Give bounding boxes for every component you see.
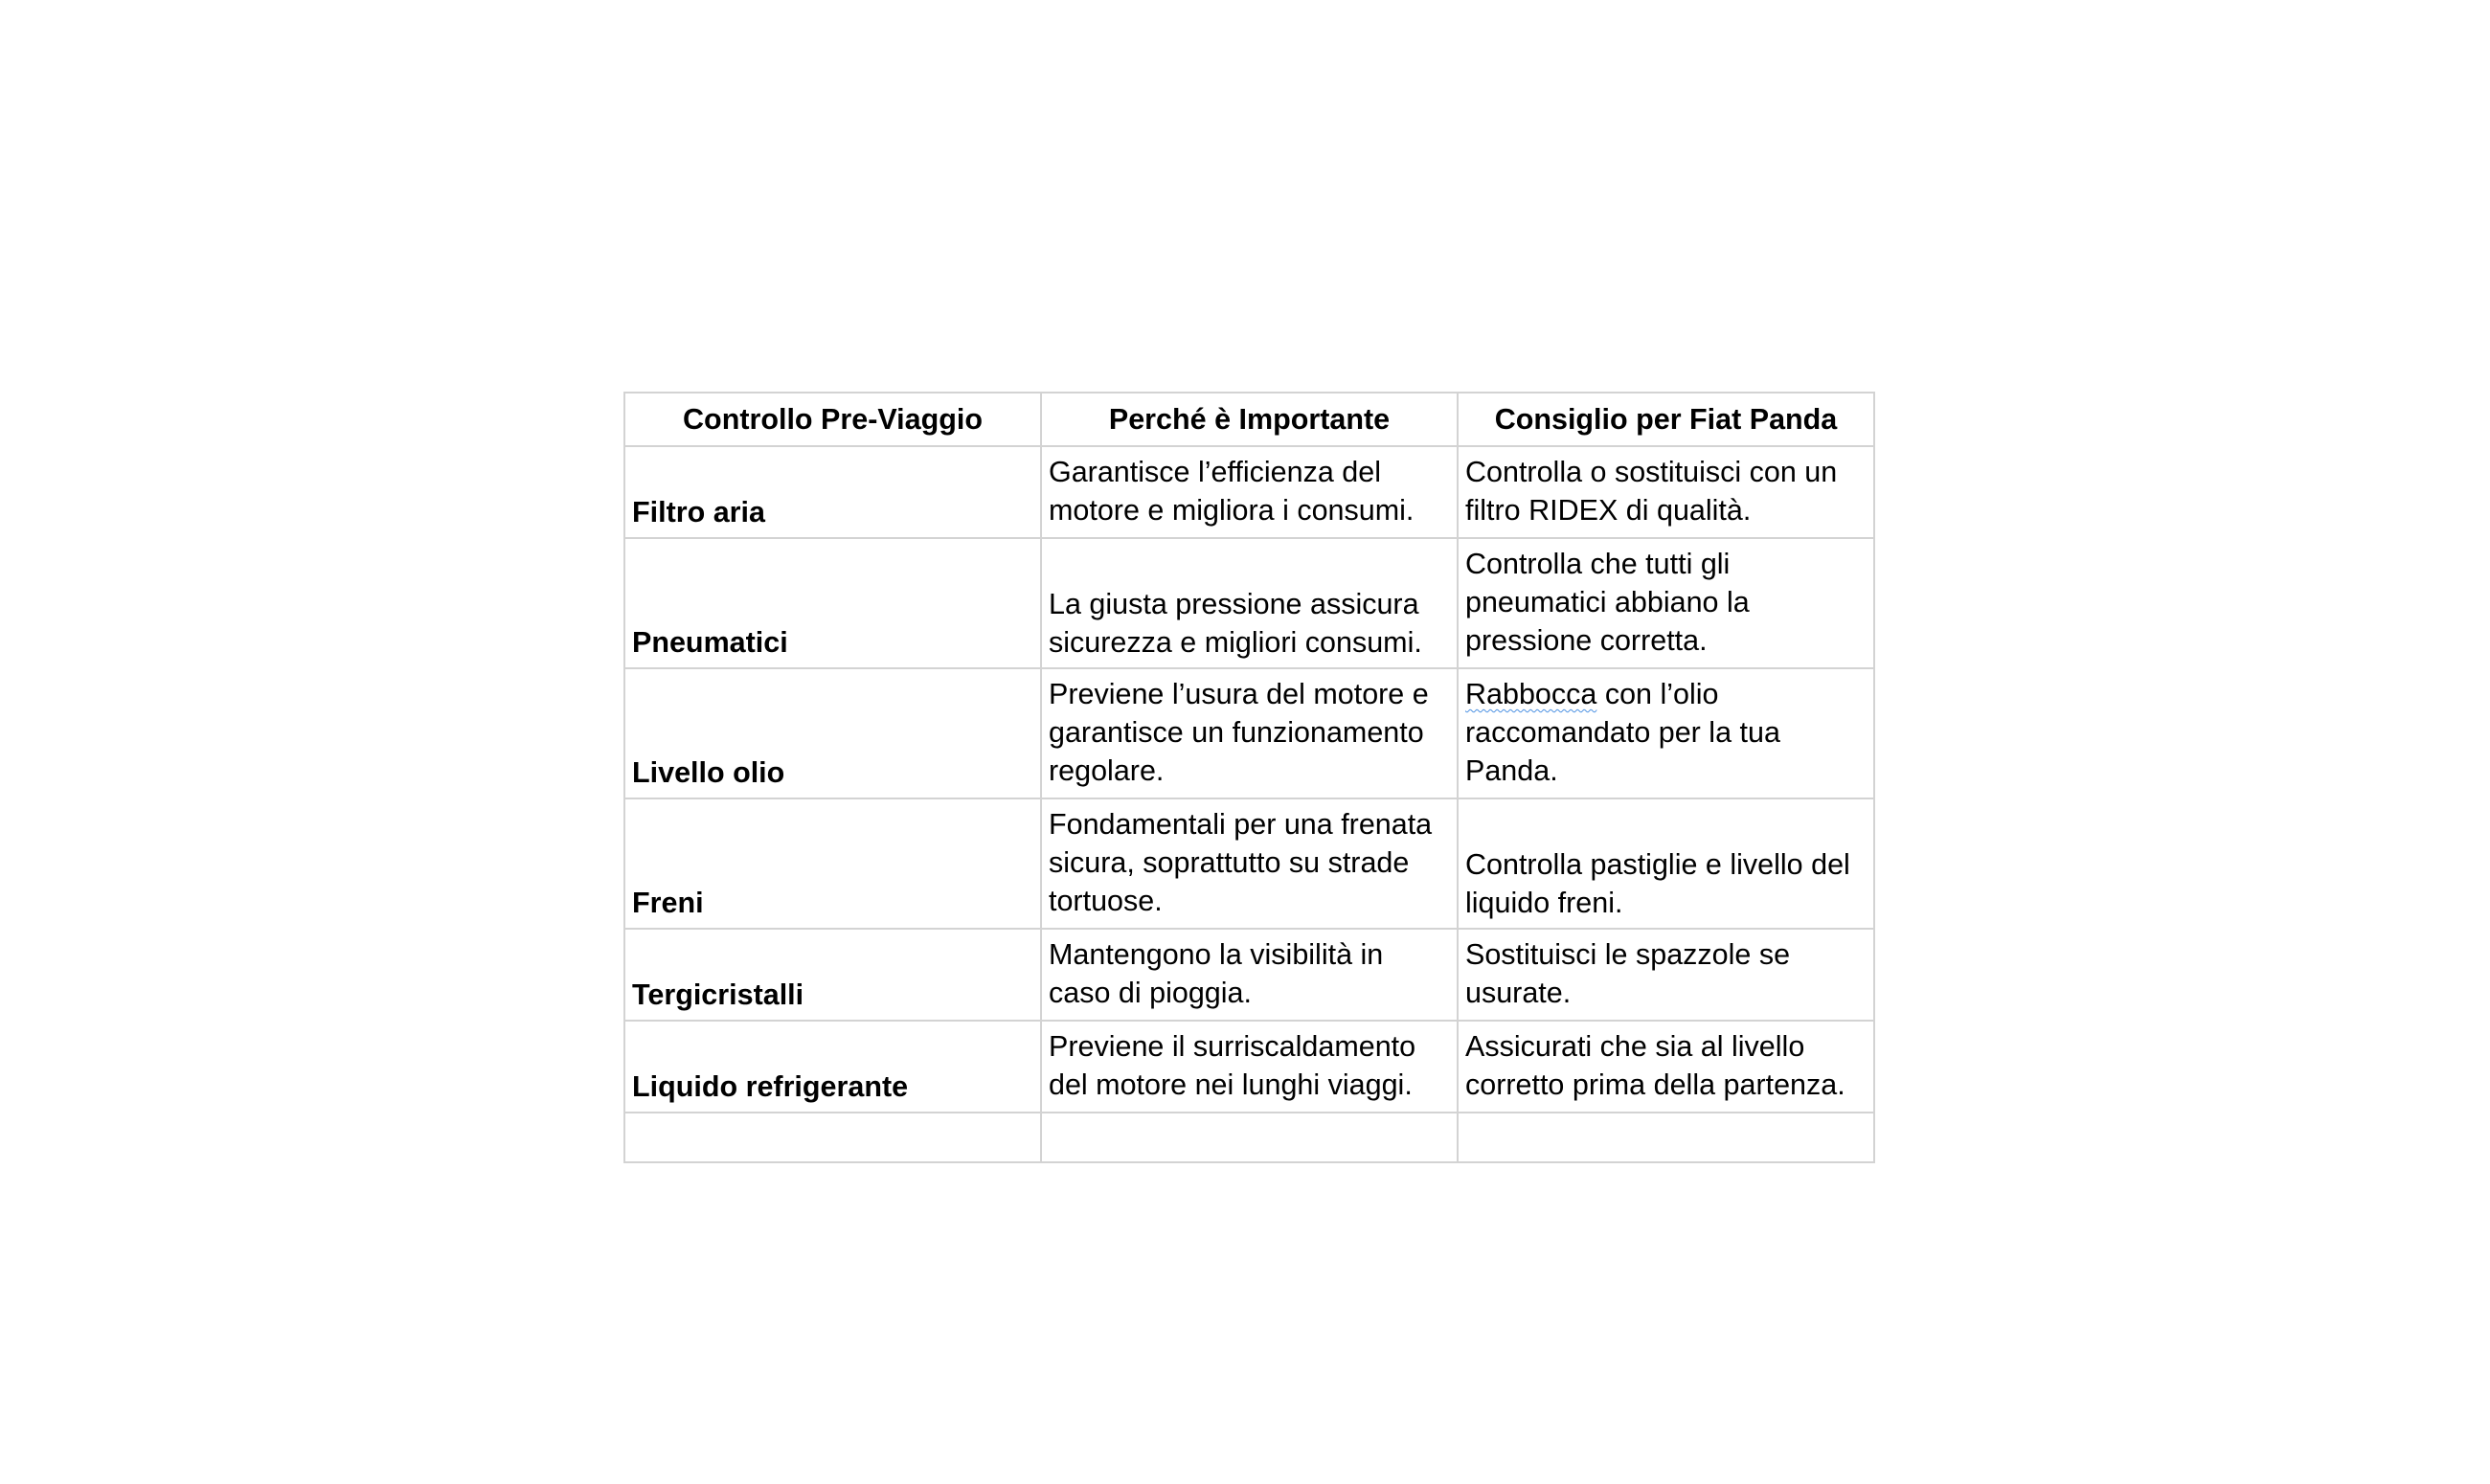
empty-cell[interactable] xyxy=(1041,1113,1458,1162)
why-cell: La giusta pressione assicura sicurezza e migliori consumi. xyxy=(1041,538,1458,668)
control-cell: Livello olio xyxy=(624,668,1041,798)
control-cell: Pneumatici xyxy=(624,538,1041,668)
header-controllo: Controllo Pre-Viaggio xyxy=(624,393,1041,446)
table-row xyxy=(624,1021,1874,1113)
table-row xyxy=(624,798,1874,929)
table-row xyxy=(624,446,1874,538)
checklist-table xyxy=(623,392,1875,1163)
tip-cell: Controlla che tutti gli pneumatici abbiano la pressione corretta. xyxy=(1458,538,1874,668)
control-cell: Freni xyxy=(624,798,1041,929)
tip-text: con l’olio raccomandato per la tua Panda. xyxy=(1465,678,1780,787)
table-row xyxy=(624,538,1874,668)
why-cell: Previene l’usura del motore e garantisce un funzionamento regolare. xyxy=(1041,668,1458,798)
why-cell: Fondamentali per una frenata sicura, soprattutto su strade tortuose. xyxy=(1041,798,1458,929)
header-consiglio: Consiglio per Fiat Panda xyxy=(1458,393,1874,446)
table-row-empty xyxy=(624,1113,1874,1162)
table-header-row xyxy=(624,393,1874,446)
control-cell: Tergicristalli xyxy=(624,929,1041,1021)
tip-cell: Controlla pastiglie e livello del liquido freni. xyxy=(1458,798,1874,929)
tip-cell: Controlla o sostituisci con un filtro RIDEX di qualità. xyxy=(1458,446,1874,538)
empty-cell[interactable] xyxy=(1458,1113,1874,1162)
spellcheck-word[interactable]: Rabbocca xyxy=(1465,678,1597,710)
table-row xyxy=(624,668,1874,798)
why-cell: Previene il surriscaldamento del motore nei lunghi viaggi. xyxy=(1041,1021,1458,1113)
control-cell: Filtro aria xyxy=(624,446,1041,538)
control-cell: Liquido refrigerante xyxy=(624,1021,1041,1113)
header-perche: Perché è Importante xyxy=(1041,393,1458,446)
table-row xyxy=(624,929,1874,1021)
tip-cell: Sostituisci le spazzole se usurate. xyxy=(1458,929,1874,1021)
empty-cell[interactable] xyxy=(624,1113,1041,1162)
why-cell: Garantisce l’efficienza del motore e migliora i consumi. xyxy=(1041,446,1458,538)
tip-cell xyxy=(1458,668,1874,798)
why-cell: Mantengono la visibilità in caso di pioggia. xyxy=(1041,929,1458,1021)
tip-cell: Assicurati che sia al livello corretto prima della partenza. xyxy=(1458,1021,1874,1113)
